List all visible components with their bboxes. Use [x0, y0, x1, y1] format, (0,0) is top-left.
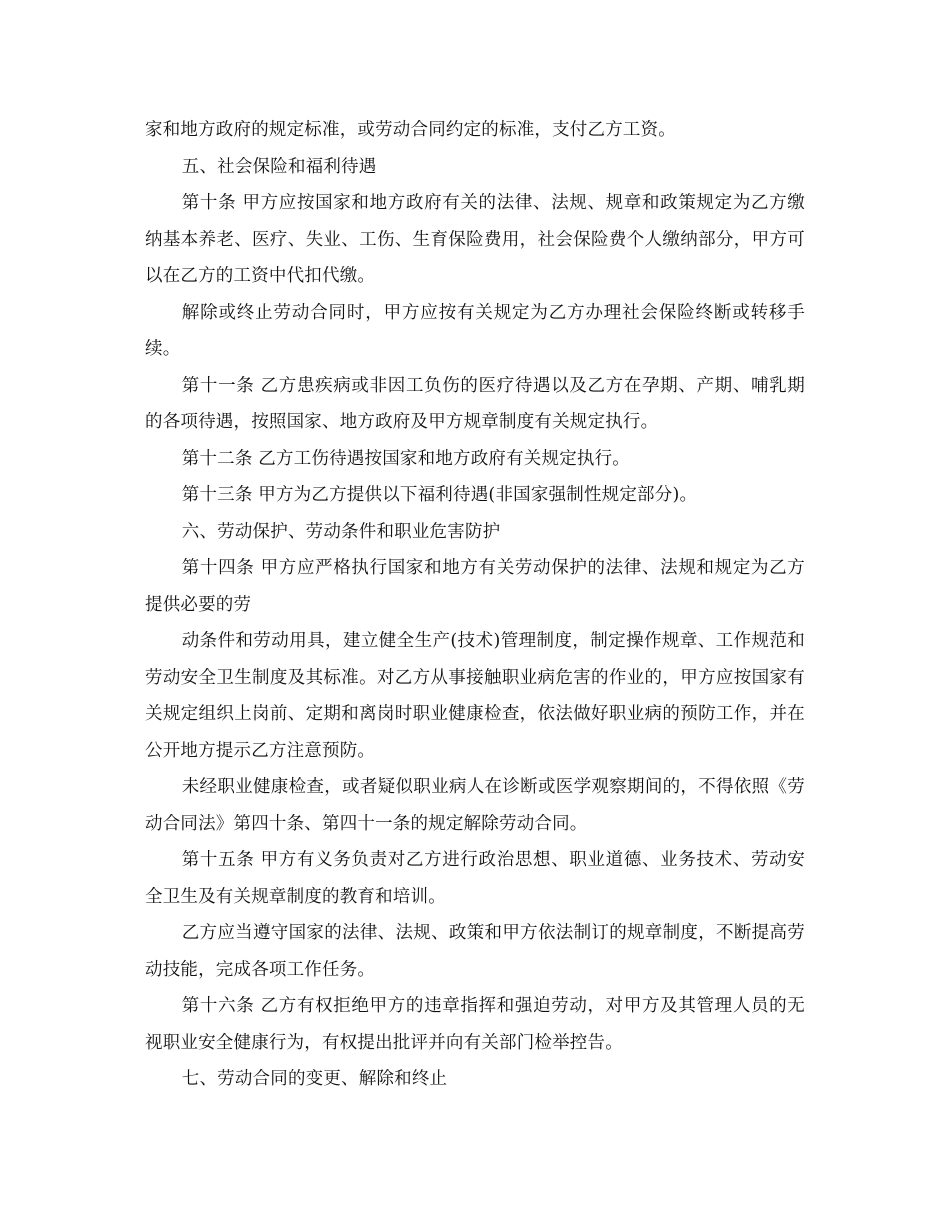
- document-body: [145, 112, 805, 1098]
- article-14: 第十四条 甲方应严格执行国家和地方有关劳动保护的法律、法规和规定为乙方提供必要的劳: [145, 558, 805, 615]
- article-12: 第十二条 乙方工伤待遇按国家和地方政府有关规定执行。: [181, 448, 631, 469]
- paragraph-insurance-transfer: 解除或终止劳动合同时，甲方应按有关规定为乙方办理社会保险终断或转移手续。: [145, 302, 805, 359]
- section-heading-labor-protection: 六、劳动保护、劳动条件和职业危害防护: [181, 521, 501, 542]
- paragraph-labor-conditions: 动条件和劳动用具，建立健全生产(技术)管理制度，制定操作规章、工作规范和劳动安全卫生制度及其标准。对乙方从事接触职业病危害的作业的，甲方应按国家有关规定组织上岗前、定期和离岗时职业健康检查，依法做好职业病的预防工作，并在公开地方提示乙方注意预防。: [145, 631, 805, 761]
- article-10: 第十条 甲方应按国家和地方政府有关的法律、法规、规章和政策规定为乙方缴纳基本养老、医疗、失业、工伤、生育保险费用，社会保险费个人缴纳部分，甲方可以在乙方的工资中代扣代缴。: [145, 193, 805, 286]
- article-15: 第十五条 甲方有义务负责对乙方进行政治思想、职业道德、业务技术、劳动安全卫生及有关规章制度的教育和培训。: [145, 850, 805, 907]
- article-16: 第十六条 乙方有权拒绝甲方的违章指挥和强迫劳动，对甲方及其管理人员的无视职业安全健康行为，有权提出批评并向有关部门检举控告。: [145, 996, 805, 1053]
- paragraph-compliance: 乙方应当遵守国家的法律、法规、政策和甲方依法制订的规章制度，不断提高劳动技能，完成各项工作任务。: [145, 923, 805, 980]
- section-heading-contract-change: 七、劳动合同的变更、解除和终止: [181, 1069, 448, 1089]
- section-heading-social-insurance: 五、社会保险和福利待遇: [181, 156, 377, 177]
- article-13: 第十三条 甲方为乙方提供以下福利待遇(非国家强制性规定部分)。: [181, 485, 698, 505]
- paragraph-health-check: 未经职业健康检查，或者疑似职业病人在诊断或医学观察期间的，不得依照《劳动合同法》第四十条、第四十一条的规定解除劳动合同。: [145, 777, 805, 834]
- paragraph-continuation-wage: 家和地方政府的规定标准，或劳动合同约定的标准，支付乙方工资。: [145, 120, 676, 140]
- article-11: 第十一条 乙方患疾病或非因工负伤的医疗待遇以及乙方在孕期、产期、哺乳期的各项待遇，按照国家、地方政府及甲方规章制度有关规定执行。: [145, 375, 805, 432]
